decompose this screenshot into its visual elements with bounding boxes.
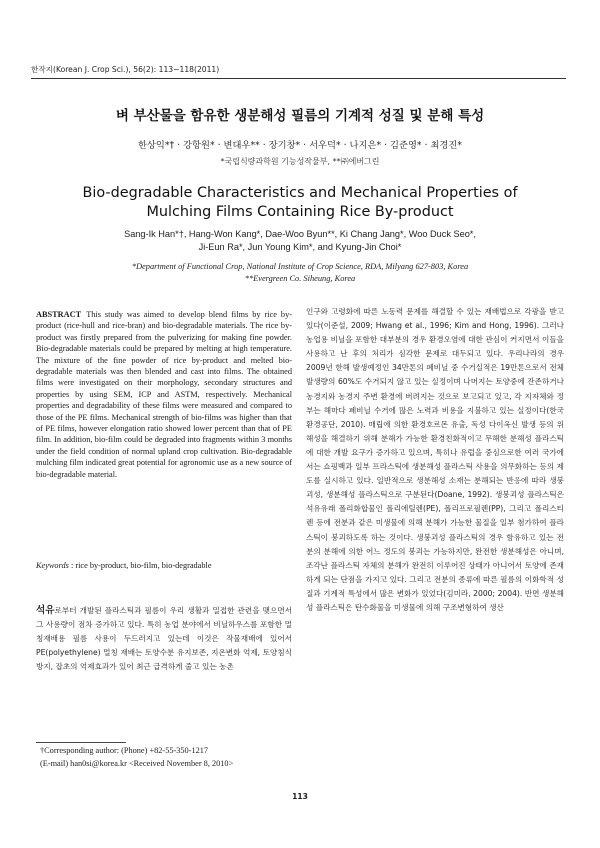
korean-title: 벼 부산물을 함유한 생분해성 필름의 기계적 성질 및 분해 특성 (115, 108, 485, 124)
english-title-line-2: Mulching Films Containing Rice By-product (146, 204, 454, 220)
korean-affiliation: *국립식량과학원 기능성작물부, **㈜에버그린 (220, 157, 380, 166)
english-affiliation-line-2: **Evergreen Co. Siheung, Korea (244, 273, 356, 283)
intro-text: 로부터 개발된 플라스틱과 필름이 우리 생활과 밀접한 관련을 맺으면서 그 사용량이 점차 증가하고 있다. 특히 농업 분야에서 비닐하우스를 포함한 멀칭재배용 필름 사용이 두드러지고 있는데 이것은 작물재배에 있어서 PE(polyethylene) 멀칭 재배는 토양수분 유지보존, 지온변화 억제, 토양침식 방지, 잡초의 억제효과가 있어 최근 급격하게 줄고 있는 농촌 (36, 606, 292, 672)
english-authors (0, 228, 600, 254)
journal-header (31, 64, 566, 79)
abstract (36, 309, 292, 480)
footnote-email: (E-mail) han0si@korea.kr <Received November 8, 2010> (40, 758, 234, 768)
keywords (36, 560, 292, 571)
footnote-divider (36, 742, 126, 743)
intro-lead-word: 석유 (36, 605, 55, 616)
footnote (40, 745, 296, 770)
page-number: 113 (292, 792, 308, 801)
abstract-text: This study was aimed to develop blend films by rice by-product (rice-hull and rice-bran) and bio-degradable materials. The rice by-product was firstly prepared from the pulverizing for making fine powder. Bio-degradable materials could be prepared by melting at high temperature. The mixture of the fine powder of rice by-product and melted bio-degradable materials was then blended and cast into films. The obtained films were investigated on their morphology, secondary structures and properties by using SEM, ICP and ASTM, respectively. Mechanical properties and degradability of these films were measured and compared to those of the PE films. Mechanical strength of bio-films was higher than that of PE films, however elongation ratio showed lower percent than that of PE film. In addition, bio-film could be degraded into fragments within 3 months under the field condition of normal upland crop cultivation. Bio-degradable mulching film indicated great potential for agronomic use as a new source of bio-degradable material. (36, 310, 292, 479)
footnote-corresponding-author: †Corresponding author: (Phone) +82-55-350-1217 (40, 746, 209, 755)
right-column-text: 인구와 고령화에 따른 노동력 문제를 해결할 수 있는 재배법으로 각광을 받고 있다(이준설, 2009; Hwang et al., 1996; Kim and Hong, 1996). 그러나 농업용 비닐을 포함한 대부분의 경우 환경오염에 대한 관심이 커지면서 이들을 사용하고 난 후의 처리가 심각한 문제로 대두되고 있다. 우리나라의 경우 2009년 한해 발생예정인 34만톤의 폐비닐 중 수거실적은 19만톤으로서 전체 발생량의 60%도 수거되지 않고 있는 실정이며 나머지는 토양중에 잔존하거나 농경지와 농경지 주변 환경에 버려지는 것으로 보고되고 있고, 각 지자체와 정부는 해마다 폐비닐 수거에 많은 노력과 비용을 지불하고 있는 실정이다(한국환경공단, 2010). 매립에 의한 환경호르몬 유출, 독성 다이옥신 발생 등의 위해성을 해결하기 위해 분해가 가능한 환경친화적이고 무해한 분해성 플라스틱에 대한 개발 요구가 증가하고 있으며, 특히나 유럽을 중심으로한 여러 국가에서는 쇼핑백과 일부 프라스틱에 생분해성 플라스틱 사용을 의무화하는 등의 제도를 실시하고 있다. 일반적으로 생분해성 소재는 분해되는 반응에 따라 생붕괴성, 생분해성 플라스틱으로 구분된다(Doane, 1992). 생붕괴성 플라스틱은 석유유래 폴리화합물인 폴리에틸렌(PE), 폴리프로필렌(PP), 그리고 폴리스티렌 등에 전분과 같은 미생물에 의해 분해가 가능한 물질을 일부 첨가하여 플라스틱이 붕괴하도록 하는 것이다. 생붕괴성 플라스틱의 경우 함유하고 있는 전분의 분해에 의한 어느 정도의 붕괴는 가능하지만, 완전한 생분해성은 아니며, 조각난 플라스틱 자체의 분해가 완전히 이루어진 상태가 아니어서 토양에 존재하게 되는 단점을 가지고 있다. 그리고 전분의 종류에 따른 필름의 이화학적 성질과 기계적 특성에서 많은 변화가 있었다(김미라, 2000; 2004). 반면 생분해성 플라스틱은 탄수화물을 미생물에 의해 구조변형하여 생산 (306, 307, 564, 612)
english-authors-line-1: Sang-Ik Han*†, Hang-Won Kang*, Dae-Woo Byun**, Ki Chang Jang*, Woo Duck Seo*, (124, 229, 476, 239)
english-authors-line-2: Ji-Eun Ra*, Jun Young Kim*, and Kyung-Jin Choi* (198, 242, 402, 252)
english-title (0, 184, 600, 222)
keywords-text: : rice by-product, bio-film, bio-degradable (70, 561, 212, 570)
english-affiliation-line-1: *Department of Functional Crop, National Institute of Crop Science, RDA, Milyang 627-803, Korea (131, 262, 469, 271)
abstract-label: ABSTRACT (36, 310, 82, 319)
journal-citation: 한작지(Korean J. Crop Sci.), 56(2): 113~118(2011) (31, 65, 220, 74)
keywords-label: Keywords (36, 561, 69, 570)
english-title-line-1: Bio-degradable Characteristics and Mechanical Properties of (82, 185, 518, 201)
introduction-paragraph (36, 604, 292, 674)
korean-authors: 한상익*† · 강항원* · 변대우** · 장기창* · 서우덕* · 나지은* · 김준영* · 최경진* (137, 140, 463, 151)
english-affiliation (0, 261, 600, 284)
